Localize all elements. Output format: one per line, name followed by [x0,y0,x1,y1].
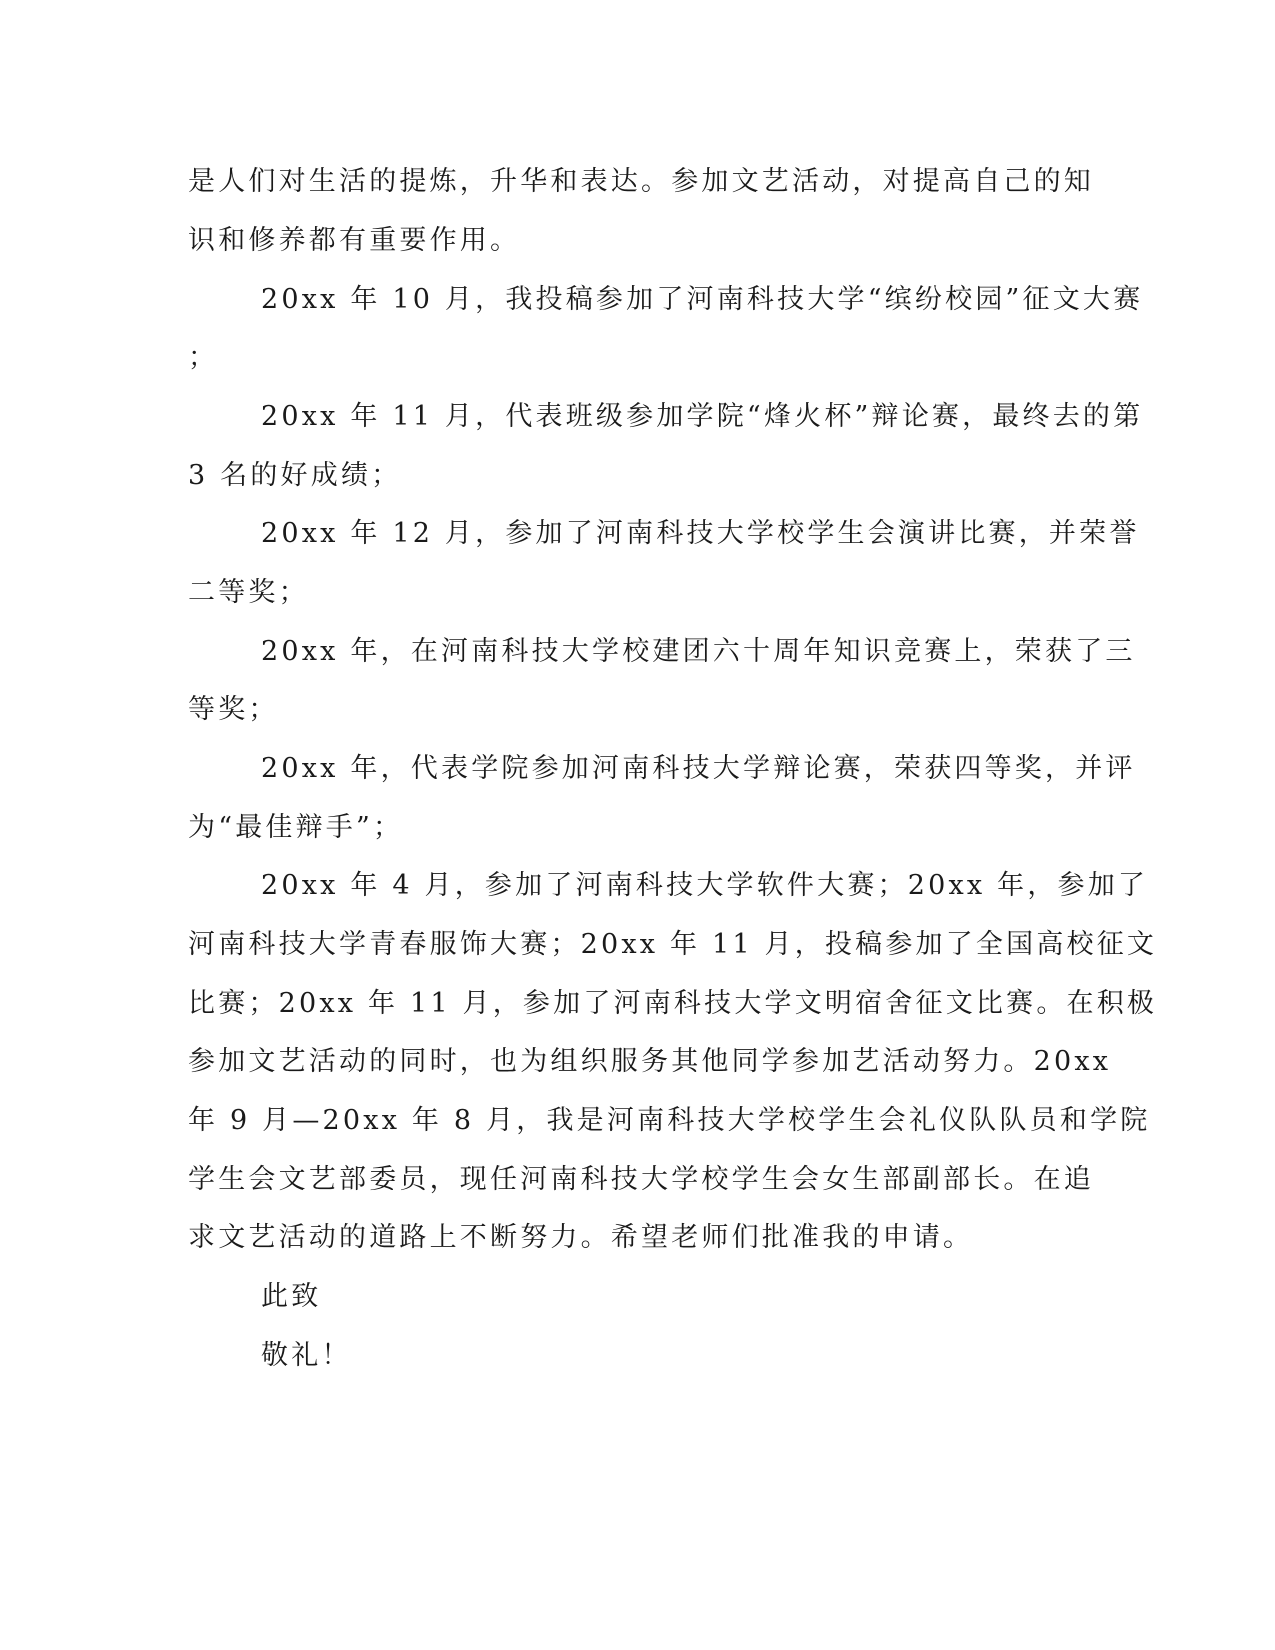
text-line: 求文艺活动的道路上不断努力。希望老师们批准我的申请。 [188,1222,974,1253]
closing-salutation: 此致 [261,1281,322,1312]
text-line: 20xx 年，在河南科技大学校建团六十周年知识竞赛上，荣获了三 [261,636,1136,667]
text-line: 河南科技大学青春服饰大赛；20xx 年 11 月，投稿参加了全国高校征文 [188,929,1158,960]
text-line: 年 9 月—20xx 年 8 月，我是河南科技大学校学生会礼仪队队员和学院 [188,1105,1151,1136]
text-line: ； [188,342,219,373]
text-line: 20xx 年，代表学院参加河南科技大学辩论赛，荣获四等奖，并评 [261,753,1136,784]
text-line: 二等奖； [188,577,309,608]
closing-regards: 敬礼！ [261,1340,352,1371]
text-line: 是人们对生活的提炼，升华和表达。参加文艺活动，对提高自己的知 [188,166,1094,197]
text-line: 识和修养都有重要作用。 [188,225,521,256]
text-line: 参加文艺活动的同时，也为组织服务其他同学参加艺活动努力。20xx [188,1046,1112,1077]
text-line: 20xx 年 11 月，代表班级参加学院“烽火杯”辩论赛，最终去的第 [261,401,1144,432]
text-line: 等奖； [188,694,279,725]
text-line: 为“最佳辩手”； [188,812,404,843]
text-line: 20xx 年 4 月，参加了河南科技大学软件大赛；20xx 年，参加了 [261,870,1149,901]
text-line: 学生会文艺部委员，现任河南科技大学校学生会女生部副部长。在追 [188,1164,1094,1195]
text-line: 20xx 年 10 月，我投稿参加了河南科技大学“缤纷校园”征文大赛 [261,284,1144,315]
text-line: 比赛；20xx 年 11 月，参加了河南科技大学文明宿舍征文比赛。在积极 [188,988,1158,1019]
text-line: 20xx 年 12 月，参加了河南科技大学校学生会演讲比赛，并荣誉 [261,518,1140,549]
text-line: 3 名的好成绩； [188,460,402,491]
